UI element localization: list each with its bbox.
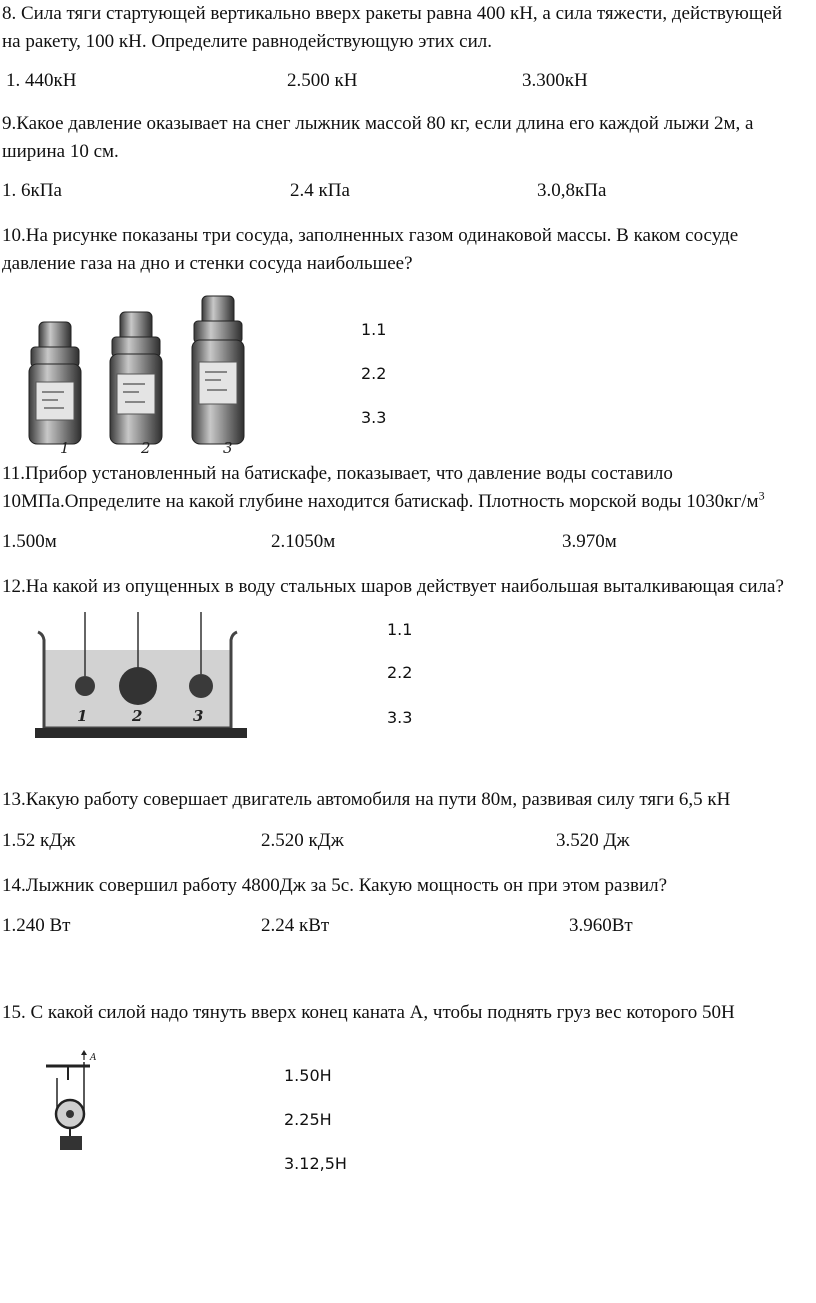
vessel-1-icon (29, 322, 81, 444)
q11-answer-1: 1.500м (2, 531, 57, 552)
vessel-2-icon (110, 312, 162, 444)
q14-answer-2: 2.24 кВт (261, 915, 330, 936)
q12-answer-2: 2.2 (387, 663, 413, 682)
question-9-text: 9.Какое давление оказывает на снег лыжник массой 80 кг, если длина его каждой лыжи 2м, а ширина 10 см. (2, 113, 754, 162)
q10-answer-3: 3.3 (361, 408, 387, 427)
question-11-text (2, 460, 802, 516)
question-14-text: 14.Лыжник совершил работу 4800Дж за 5с. Какую мощность он при этом развил? (2, 875, 668, 896)
q14-answer-1: 1.240 Вт (2, 915, 71, 936)
rope-end-label: A (90, 1053, 97, 1063)
question-11-superscript: 3 (758, 488, 765, 503)
q8-answer-3: 3.300кН (522, 70, 588, 91)
question-8-text: 8. Сила тяги стартующей вертикально вверх ракеты равна 400 кН, а сила тяжести, действующей на ракету, 100 кН. Определите равнодействующую этих сил. (2, 3, 783, 52)
vessel-label-2: 2 (141, 439, 151, 457)
beaker-balls-figure (35, 612, 250, 745)
q15-answer-1: 1.50Н (284, 1066, 332, 1085)
ball-3-icon (189, 674, 213, 698)
ball-1-icon (75, 676, 95, 696)
q13-answer-2: 2.520 кДж (261, 830, 344, 851)
q9-answer-1: 1. 6кПа (2, 180, 62, 201)
ball-label-2: 2 (132, 707, 143, 725)
vessel-label-3: 3 (223, 439, 233, 457)
q9-answer-2: 2.4 кПа (290, 180, 350, 201)
q10-answer-1: 1.1 (361, 320, 387, 339)
vessel-3-icon (192, 296, 244, 444)
q12-answer-1: 1.1 (387, 620, 413, 639)
q8-answer-1: 1. 440кН (6, 70, 77, 91)
q13-answer-1: 1.52 кДж (2, 830, 76, 851)
question-12-text: 12.На какой из опущенных в воду стальных шаров действует наибольшая выталкивающая сила? (2, 576, 784, 597)
q12-answer-3: 3.3 (387, 708, 413, 727)
q11-answer-2: 2.1050м (271, 531, 336, 552)
q8-answer-2: 2.500 кН (287, 70, 358, 91)
q15-answer-3: 3.12,5Н (284, 1154, 347, 1173)
question-11-body: 11.Прибор установленный на батискафе, показывает, что давление воды составило 10МПа.Определите на какой глубине находится батискаф. Плотность морской воды 1030кг/м (2, 463, 759, 512)
q9-answer-3: 3.0,8кПа (537, 180, 607, 201)
vessel-label-1: 1 (60, 439, 70, 457)
question-10-text: 10.На рисунке показаны три сосуда, заполненных газом одинаковой массы. В каком сосуде давление газа на дно и стенки сосуда наибольшее? (2, 225, 739, 274)
q15-answer-2: 2.25Н (284, 1110, 332, 1129)
ball-label-1: 1 (77, 707, 88, 725)
q14-answer-3: 3.960Вт (569, 915, 633, 936)
vessels-figure (22, 292, 272, 457)
q13-answer-3: 3.520 Дж (556, 830, 630, 851)
question-15-text: 15. С какой силой надо тянуть вверх конец каната А, чтобы поднять груз вес которого 50Н (2, 1002, 735, 1023)
pulley-figure (28, 1040, 108, 1152)
ball-label-3: 3 (193, 707, 204, 725)
q11-answer-3: 3.970м (562, 531, 617, 552)
q10-answer-2: 2.2 (361, 364, 387, 383)
ball-2-icon (119, 667, 157, 705)
question-13-text: 13.Какую работу совершает двигатель автомобиля на пути 80м, развивая силу тяги 6,5 кН (2, 789, 731, 810)
